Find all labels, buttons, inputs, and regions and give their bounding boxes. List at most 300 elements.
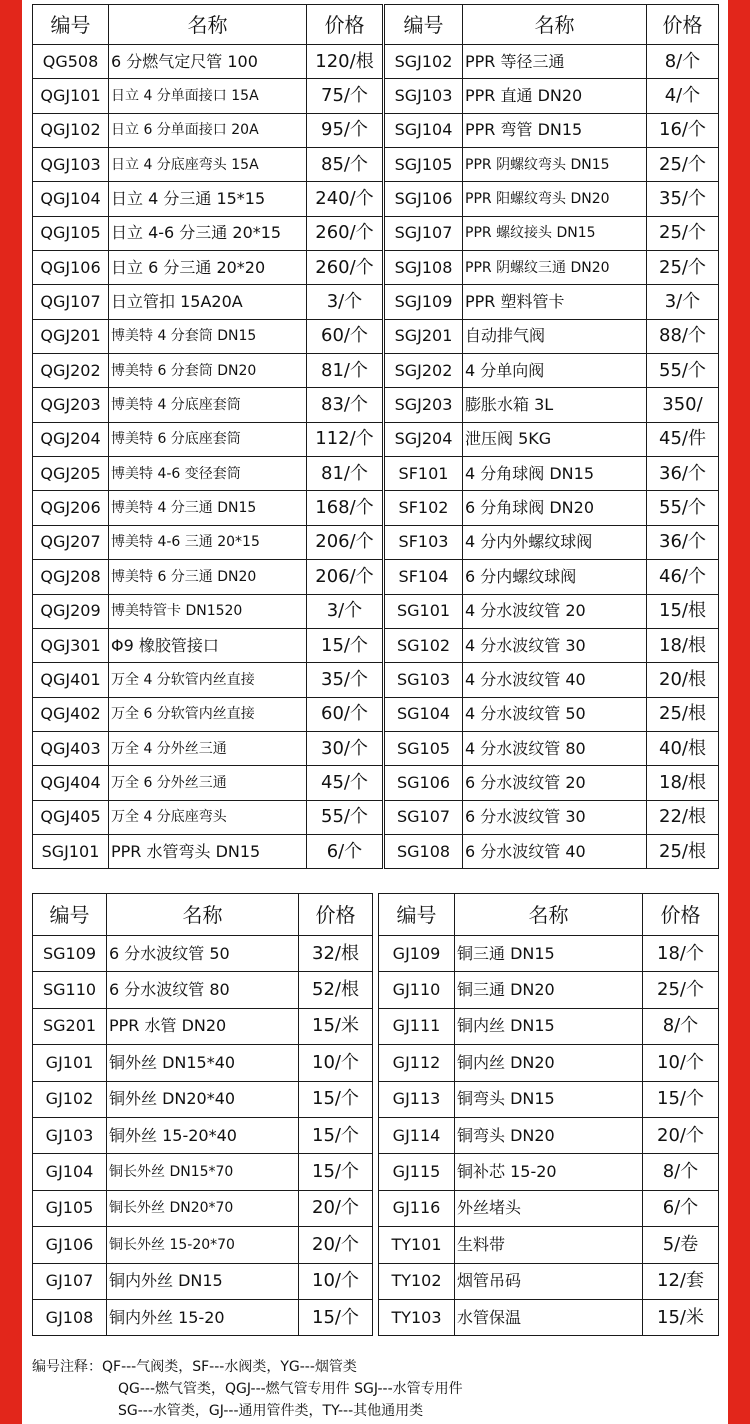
item-code: SGJ105 <box>385 148 463 182</box>
item-code: QGJ207 <box>33 525 109 559</box>
item-code: QGJ205 <box>33 457 109 491</box>
legend-line: QG---燃气管类，QGJ---燃气管专用件 SGJ---水管专用件 <box>118 1381 463 1397</box>
item-price: 52/根 <box>299 972 373 1008</box>
item-code: GJ103 <box>33 1117 107 1153</box>
item-name: 6 分内螺纹球阀 <box>463 560 647 594</box>
item-name: 铜三通 DN20 <box>455 972 643 1008</box>
item-name: 铜外丝 15-20*40 <box>107 1117 299 1153</box>
item-code: GJ102 <box>33 1081 107 1117</box>
item-price: 25/根 <box>647 697 719 731</box>
item-name: 6 分水波纹管 30 <box>463 800 647 834</box>
table-row <box>33 182 383 216</box>
item-price: 260/个 <box>307 251 383 285</box>
item-name: 6 分水波纹管 80 <box>107 972 299 1008</box>
table-row <box>379 1299 719 1335</box>
table-row <box>33 354 383 388</box>
item-price: 3/个 <box>647 285 719 319</box>
item-name: PPR 水管弯头 DN15 <box>109 834 307 868</box>
item-name: 万全 6 分软管内丝直接 <box>109 697 307 731</box>
table-row <box>385 113 719 147</box>
item-price: 15/个 <box>299 1299 373 1335</box>
legend-line: SG---水管类，GJ---通用管件类，TY---其他通用类 <box>118 1403 424 1419</box>
table-row <box>385 216 719 250</box>
item-price: 5/卷 <box>643 1227 719 1263</box>
table-row <box>379 1227 719 1263</box>
header-price: 价格 <box>307 5 383 45</box>
item-name: 4 分水波纹管 30 <box>463 628 647 662</box>
item-code: QGJ105 <box>33 216 109 250</box>
table-row <box>385 45 719 79</box>
header-name: 名称 <box>107 894 299 936</box>
table-row <box>379 972 719 1008</box>
table-row <box>33 628 383 662</box>
item-name: 自动排气阀 <box>463 319 647 353</box>
table-row <box>385 354 719 388</box>
item-name: 日立管扣 15A20A <box>109 285 307 319</box>
item-price: 45/个 <box>307 766 383 800</box>
item-name: 水管保温 <box>455 1299 643 1335</box>
table-header-row <box>379 894 719 936</box>
item-price: 15/个 <box>643 1081 719 1117</box>
table-row <box>33 422 383 456</box>
table-header-row <box>385 5 719 45</box>
item-name: 4 分水波纹管 80 <box>463 731 647 765</box>
item-code: QGJ202 <box>33 354 109 388</box>
table-row <box>33 594 383 628</box>
item-code: SG108 <box>385 834 463 868</box>
table-row <box>33 457 383 491</box>
item-price: 60/个 <box>307 697 383 731</box>
item-name: 铜长外丝 15-20*70 <box>107 1227 299 1263</box>
table-row <box>33 731 383 765</box>
table-row <box>385 79 719 113</box>
item-code: QG508 <box>33 45 109 79</box>
item-name: PPR 阴螺纹三通 DN20 <box>463 251 647 285</box>
item-name: 4 分角球阀 DN15 <box>463 457 647 491</box>
item-price: 18/个 <box>643 936 719 972</box>
item-code: SG105 <box>385 731 463 765</box>
item-code: GJ105 <box>33 1190 107 1226</box>
item-price: 40/根 <box>647 731 719 765</box>
item-code: GJ101 <box>33 1045 107 1081</box>
item-price: 25/根 <box>647 834 719 868</box>
item-price: 112/个 <box>307 422 383 456</box>
item-price: 15/根 <box>647 594 719 628</box>
item-code: SF104 <box>385 560 463 594</box>
item-name: 6 分水波纹管 50 <box>107 936 299 972</box>
item-price: 15/个 <box>299 1081 373 1117</box>
item-name: 铜外丝 DN20*40 <box>107 1081 299 1117</box>
item-price: 15/个 <box>299 1117 373 1153</box>
item-price: 25/个 <box>647 216 719 250</box>
item-price: 25/个 <box>647 251 719 285</box>
item-name: 日立 6 分三通 20*20 <box>109 251 307 285</box>
table-row <box>379 1117 719 1153</box>
item-code: GJ112 <box>379 1045 455 1081</box>
item-code: GJ110 <box>379 972 455 1008</box>
item-code: SG109 <box>33 936 107 972</box>
item-code: SG103 <box>385 663 463 697</box>
item-code: SF101 <box>385 457 463 491</box>
item-price: 36/个 <box>647 457 719 491</box>
item-code: SGJ102 <box>385 45 463 79</box>
item-price: 350/ <box>647 388 719 422</box>
table-row <box>33 1117 373 1153</box>
item-name: 4 分水波纹管 50 <box>463 697 647 731</box>
table-row <box>33 216 383 250</box>
item-code: SG107 <box>385 800 463 834</box>
item-code: QGJ404 <box>33 766 109 800</box>
table-row <box>385 663 719 697</box>
table-row <box>33 834 383 868</box>
item-code: SG106 <box>385 766 463 800</box>
item-code: QGJ206 <box>33 491 109 525</box>
item-name: 博美特 6 分底座套筒 <box>109 422 307 456</box>
table-row <box>33 766 383 800</box>
item-price: 3/个 <box>307 285 383 319</box>
table-row <box>33 251 383 285</box>
item-code: SGJ203 <box>385 388 463 422</box>
item-name: 万全 4 分外丝三通 <box>109 731 307 765</box>
table-header-row <box>33 894 373 936</box>
price-table-water-parts <box>384 4 719 869</box>
item-name: 6 分燃气定尺管 100 <box>109 45 307 79</box>
table-row <box>379 1190 719 1226</box>
item-price: 55/个 <box>307 800 383 834</box>
item-price: 6/个 <box>643 1190 719 1226</box>
table-row <box>385 697 719 731</box>
item-code: SGJ101 <box>33 834 109 868</box>
item-price: 10/个 <box>299 1263 373 1299</box>
header-code: 编号 <box>33 5 109 45</box>
item-price: 55/个 <box>647 491 719 525</box>
item-price: 8/个 <box>643 1008 719 1044</box>
item-price: 18/根 <box>647 766 719 800</box>
item-code: GJ115 <box>379 1154 455 1190</box>
item-price: 25/个 <box>643 972 719 1008</box>
item-price: 95/个 <box>307 113 383 147</box>
header-price: 价格 <box>299 894 373 936</box>
item-price: 35/个 <box>307 663 383 697</box>
item-code: SGJ201 <box>385 319 463 353</box>
item-price: 20/个 <box>299 1190 373 1226</box>
legend-line: 编号注释：QF---气阀类，SF---水阀类，YG---烟管类 <box>32 1359 357 1375</box>
table-row <box>385 834 719 868</box>
item-price: 30/个 <box>307 731 383 765</box>
table-row <box>33 972 373 1008</box>
table-row <box>33 1008 373 1044</box>
item-price: 18/根 <box>647 628 719 662</box>
item-price: 75/个 <box>307 79 383 113</box>
price-table-general-parts <box>378 893 719 1336</box>
item-price: 15/个 <box>307 628 383 662</box>
item-code: QGJ101 <box>33 79 109 113</box>
item-code: SF102 <box>385 491 463 525</box>
item-price: 206/个 <box>307 525 383 559</box>
item-code: SGJ106 <box>385 182 463 216</box>
item-code: SG102 <box>385 628 463 662</box>
item-price: 32/根 <box>299 936 373 972</box>
item-name: PPR 等径三通 <box>463 45 647 79</box>
item-code: QGJ402 <box>33 697 109 731</box>
item-code: TY103 <box>379 1299 455 1335</box>
item-name: 泄压阀 5KG <box>463 422 647 456</box>
item-price: 3/个 <box>307 594 383 628</box>
header-code: 编号 <box>379 894 455 936</box>
item-code: GJ114 <box>379 1117 455 1153</box>
item-name: PPR 阳螺纹弯头 DN20 <box>463 182 647 216</box>
item-price: 120/根 <box>307 45 383 79</box>
item-price: 81/个 <box>307 354 383 388</box>
table-row <box>379 1154 719 1190</box>
item-price: 10/个 <box>299 1045 373 1081</box>
item-code: SGJ109 <box>385 285 463 319</box>
item-code: GJ113 <box>379 1081 455 1117</box>
item-code: GJ109 <box>379 936 455 972</box>
item-price: 6/个 <box>307 834 383 868</box>
item-code: QGJ107 <box>33 285 109 319</box>
table-row <box>33 663 383 697</box>
item-code: QGJ301 <box>33 628 109 662</box>
header-price: 价格 <box>643 894 719 936</box>
item-name: 铜内丝 DN15 <box>455 1008 643 1044</box>
table-row <box>385 251 719 285</box>
header-code: 编号 <box>385 5 463 45</box>
item-price: 81/个 <box>307 457 383 491</box>
item-name: 博美特 4 分三通 DN15 <box>109 491 307 525</box>
table-row <box>385 422 719 456</box>
table-header-row <box>33 5 383 45</box>
price-table-gas-parts <box>32 4 383 869</box>
table-row <box>33 1154 373 1190</box>
item-code: QGJ204 <box>33 422 109 456</box>
item-name: 生料带 <box>455 1227 643 1263</box>
item-name: 烟管吊码 <box>455 1263 643 1299</box>
item-price: 10/个 <box>643 1045 719 1081</box>
item-price: 85/个 <box>307 148 383 182</box>
table-row <box>379 1045 719 1081</box>
table-row <box>379 1263 719 1299</box>
item-name: 万全 6 分外丝三通 <box>109 766 307 800</box>
item-code: SGJ202 <box>385 354 463 388</box>
item-name: 4 分水波纹管 40 <box>463 663 647 697</box>
table-row <box>33 45 383 79</box>
item-price: 25/个 <box>647 148 719 182</box>
table-row <box>33 388 383 422</box>
item-name: 6 分水波纹管 40 <box>463 834 647 868</box>
item-code: TY101 <box>379 1227 455 1263</box>
table-row <box>33 936 373 972</box>
item-price: 4/个 <box>647 79 719 113</box>
item-price: 260/个 <box>307 216 383 250</box>
item-code: SF103 <box>385 525 463 559</box>
table-row <box>33 148 383 182</box>
table-row <box>385 457 719 491</box>
item-code: QGJ203 <box>33 388 109 422</box>
item-name: 日立 4 分底座弯头 15A <box>109 148 307 182</box>
item-name: 铜内丝 DN20 <box>455 1045 643 1081</box>
table-row <box>385 594 719 628</box>
item-code: GJ107 <box>33 1263 107 1299</box>
table-row <box>379 1008 719 1044</box>
item-price: 83/个 <box>307 388 383 422</box>
item-code: GJ111 <box>379 1008 455 1044</box>
item-code: GJ108 <box>33 1299 107 1335</box>
item-code: QGJ103 <box>33 148 109 182</box>
table-row <box>385 525 719 559</box>
item-name: 铜长外丝 DN20*70 <box>107 1190 299 1226</box>
header-name: 名称 <box>455 894 643 936</box>
item-code: SGJ103 <box>385 79 463 113</box>
item-price: 8/个 <box>643 1154 719 1190</box>
item-price: 20/个 <box>299 1227 373 1263</box>
header-price: 价格 <box>647 5 719 45</box>
item-code: QGJ209 <box>33 594 109 628</box>
item-price: 15/个 <box>299 1154 373 1190</box>
item-name: 铜内外丝 DN15 <box>107 1263 299 1299</box>
item-price: 88/个 <box>647 319 719 353</box>
item-name: PPR 阴螺纹弯头 DN15 <box>463 148 647 182</box>
item-code: QGJ405 <box>33 800 109 834</box>
item-name: 博美特 4-6 变径套筒 <box>109 457 307 491</box>
item-code: SGJ204 <box>385 422 463 456</box>
header-name: 名称 <box>109 5 307 45</box>
table-row <box>385 800 719 834</box>
item-name: 外丝堵头 <box>455 1190 643 1226</box>
item-code: SG110 <box>33 972 107 1008</box>
item-name: 博美特 4 分套筒 DN15 <box>109 319 307 353</box>
item-code: QGJ102 <box>33 113 109 147</box>
item-name: 铜补芯 15-20 <box>455 1154 643 1190</box>
item-code: SGJ107 <box>385 216 463 250</box>
item-name: 铜内外丝 15-20 <box>107 1299 299 1335</box>
item-price: 240/个 <box>307 182 383 216</box>
item-name: 4 分内外螺纹球阀 <box>463 525 647 559</box>
table-row <box>33 525 383 559</box>
table-row <box>33 1190 373 1226</box>
item-name: 博美特 6 分套筒 DN20 <box>109 354 307 388</box>
item-code: QGJ106 <box>33 251 109 285</box>
table-row <box>33 113 383 147</box>
item-price: 46/个 <box>647 560 719 594</box>
item-code: GJ104 <box>33 1154 107 1190</box>
item-price: 16/个 <box>647 113 719 147</box>
item-price: 35/个 <box>647 182 719 216</box>
item-name: PPR 螺纹接头 DN15 <box>463 216 647 250</box>
table-row <box>385 182 719 216</box>
table-row <box>33 491 383 525</box>
item-name: 日立 4 分单面接口 15A <box>109 79 307 113</box>
table-row <box>385 628 719 662</box>
item-name: 万全 4 分软管内丝直接 <box>109 663 307 697</box>
item-code: QGJ104 <box>33 182 109 216</box>
item-name: 日立 4 分三通 15*15 <box>109 182 307 216</box>
table-row <box>33 1263 373 1299</box>
item-price: 45/件 <box>647 422 719 456</box>
item-price: 15/米 <box>643 1299 719 1335</box>
item-name: Φ9 橡胶管接口 <box>109 628 307 662</box>
table-row <box>385 731 719 765</box>
table-row <box>385 766 719 800</box>
item-code: QGJ403 <box>33 731 109 765</box>
item-price: 20/个 <box>643 1117 719 1153</box>
item-name: 博美特 4 分底座套筒 <box>109 388 307 422</box>
item-name: 铜弯头 DN20 <box>455 1117 643 1153</box>
table-row <box>33 1045 373 1081</box>
table-row <box>385 388 719 422</box>
table-row <box>385 148 719 182</box>
table-row <box>33 800 383 834</box>
item-code: GJ106 <box>33 1227 107 1263</box>
item-name: PPR 直通 DN20 <box>463 79 647 113</box>
item-price: 168/个 <box>307 491 383 525</box>
item-code: SGJ104 <box>385 113 463 147</box>
item-name: 日立 6 分单面接口 20A <box>109 113 307 147</box>
item-name: 万全 4 分底座弯头 <box>109 800 307 834</box>
header-name: 名称 <box>463 5 647 45</box>
table-row <box>385 285 719 319</box>
item-name: 博美特管卡 DN1520 <box>109 594 307 628</box>
item-name: 6 分角球阀 DN20 <box>463 491 647 525</box>
header-code: 编号 <box>33 894 107 936</box>
item-name: PPR 弯管 DN15 <box>463 113 647 147</box>
item-name: 博美特 6 分三通 DN20 <box>109 560 307 594</box>
table-row <box>385 491 719 525</box>
item-price: 8/个 <box>647 45 719 79</box>
item-code: SG101 <box>385 594 463 628</box>
table-row <box>385 319 719 353</box>
item-name: 铜三通 DN15 <box>455 936 643 972</box>
item-code: TY102 <box>379 1263 455 1299</box>
item-name: 日立 4-6 分三通 20*15 <box>109 216 307 250</box>
table-row <box>33 560 383 594</box>
table-row <box>33 285 383 319</box>
item-code: SGJ108 <box>385 251 463 285</box>
item-name: PPR 塑料管卡 <box>463 285 647 319</box>
item-price: 12/套 <box>643 1263 719 1299</box>
item-price: 36/个 <box>647 525 719 559</box>
price-table-pipes-fittings <box>32 893 373 1336</box>
item-price: 60/个 <box>307 319 383 353</box>
item-name: 4 分水波纹管 20 <box>463 594 647 628</box>
item-price: 15/米 <box>299 1008 373 1044</box>
item-name: 铜弯头 DN15 <box>455 1081 643 1117</box>
item-code: QGJ208 <box>33 560 109 594</box>
item-code: QGJ401 <box>33 663 109 697</box>
item-name: PPR 水管 DN20 <box>107 1008 299 1044</box>
item-code: QGJ201 <box>33 319 109 353</box>
table-row <box>33 319 383 353</box>
table-row <box>33 1227 373 1263</box>
item-name: 6 分水波纹管 20 <box>463 766 647 800</box>
item-code: SG201 <box>33 1008 107 1044</box>
item-price: 55/个 <box>647 354 719 388</box>
table-row <box>33 697 383 731</box>
item-name: 博美特 4-6 三通 20*15 <box>109 525 307 559</box>
code-legend-notes <box>32 1356 722 1422</box>
table-row <box>33 1081 373 1117</box>
item-code: SG104 <box>385 697 463 731</box>
item-name: 4 分单向阀 <box>463 354 647 388</box>
table-row <box>33 1299 373 1335</box>
item-price: 206/个 <box>307 560 383 594</box>
table-row <box>379 1081 719 1117</box>
table-row <box>385 560 719 594</box>
item-name: 铜外丝 DN15*40 <box>107 1045 299 1081</box>
item-name: 膨胀水箱 3L <box>463 388 647 422</box>
item-code: GJ116 <box>379 1190 455 1226</box>
item-price: 22/根 <box>647 800 719 834</box>
